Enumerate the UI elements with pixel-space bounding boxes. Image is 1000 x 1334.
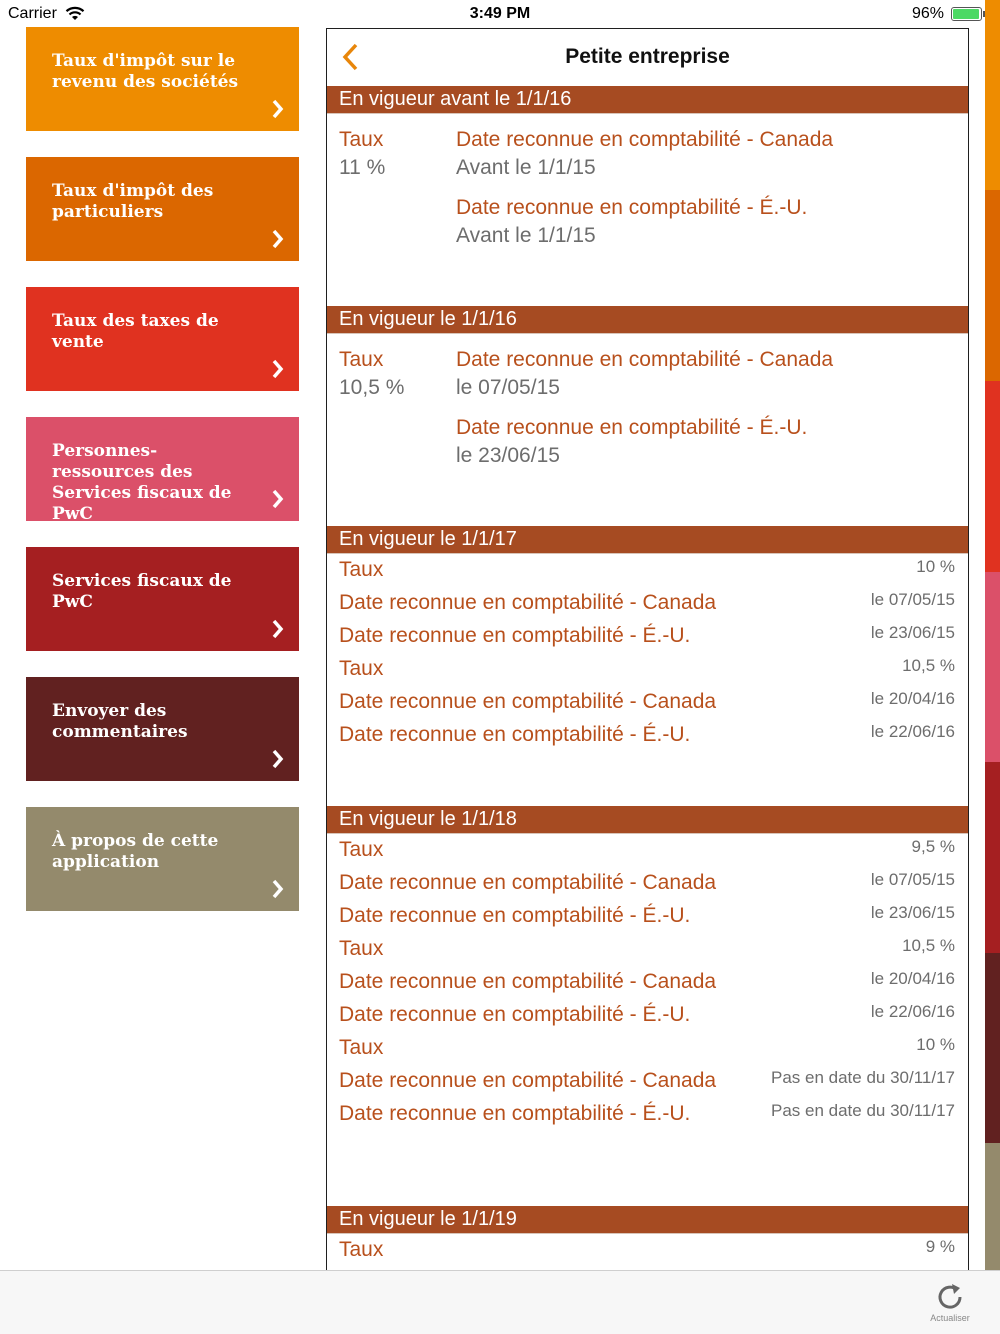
row-value: le 20/04/16 <box>870 689 955 708</box>
status-bar <box>0 0 1000 27</box>
rate-label: Taux <box>339 128 384 151</box>
edge-strip-segment <box>985 953 1000 1143</box>
us-date-value: le 23/06/15 <box>456 444 560 467</box>
section-body <box>327 114 968 306</box>
chevron-right-icon <box>269 745 287 773</box>
battery-icon <box>951 7 982 21</box>
row-label: Date reconnue en comptabilité - Canada <box>339 690 717 713</box>
menu-item-label: Taux d'impôt des particuliers <box>52 181 214 222</box>
chevron-right-icon <box>269 875 287 903</box>
canada-date-value: Avant le 1/1/15 <box>456 156 596 179</box>
edge-strip-segment <box>985 190 1000 381</box>
clock: 3:49 PM <box>469 5 531 22</box>
menu-item-label: À propos de cette application <box>52 831 219 872</box>
us-date-value: Avant le 1/1/15 <box>456 224 596 247</box>
edge-strip-segment <box>985 572 1000 762</box>
table-row <box>327 1066 968 1099</box>
refresh-icon <box>935 1281 965 1311</box>
row-value: le 07/05/15 <box>870 870 955 889</box>
row-label: Date reconnue en comptabilité - Canada <box>339 970 717 993</box>
row-label: Date reconnue en comptabilité - Canada <box>339 871 717 894</box>
row-value: 10,5 % <box>902 656 955 675</box>
section-header: En vigueur avant le 1/1/16 <box>327 86 968 114</box>
menu-item-label: Services fiscaux de PwC <box>52 571 232 612</box>
menu-item-label: Taux des taxes de vente <box>52 311 219 352</box>
us-date-label: Date reconnue en comptabilité - É.-U. <box>456 416 808 439</box>
row-value: Pas en date du 30/11/17 <box>770 1101 955 1120</box>
section-header: En vigueur le 1/1/18 <box>327 806 968 834</box>
rate-value: 10,5 % <box>339 376 405 399</box>
row-label: Date reconnue en comptabilité - É.-U. <box>339 624 691 647</box>
section-header: En vigueur le 1/1/19 <box>327 1206 968 1234</box>
table-row <box>327 687 968 720</box>
row-label: Taux <box>339 838 384 861</box>
row-value: 9,5 % <box>911 837 955 856</box>
menu-sales-tax[interactable] <box>26 287 299 391</box>
row-label: Date reconnue en comptabilité - É.-U. <box>339 1003 691 1026</box>
row-value: le 07/05/15 <box>870 590 955 609</box>
row-value: le 22/06/16 <box>870 722 955 741</box>
edge-strip-segment <box>985 0 1000 190</box>
battery-percent: 96% <box>911 5 944 22</box>
row-label: Taux <box>339 1238 384 1261</box>
refresh-label: Actualiser <box>930 1313 970 1323</box>
canada-date-label: Date reconnue en comptabilité - Canada <box>456 348 834 371</box>
row-value: Pas en date du 30/11/17 <box>770 1068 955 1087</box>
row-label: Date reconnue en comptabilité - É.-U. <box>339 904 691 927</box>
table-row <box>327 1000 968 1033</box>
row-label: Taux <box>339 558 384 581</box>
page-title: Petite entreprise <box>565 45 730 68</box>
menu-personal-tax[interactable] <box>26 157 299 261</box>
row-value: 9 % <box>925 1237 955 1256</box>
row-value: le 22/06/16 <box>870 1002 955 1021</box>
table-row <box>327 621 968 654</box>
row-value: 10,5 % <box>902 936 955 955</box>
row-label: Taux <box>339 1036 384 1059</box>
row-label: Taux <box>339 657 384 680</box>
chevron-right-icon <box>269 615 287 643</box>
canada-date-label: Date reconnue en comptabilité - Canada <box>456 128 834 151</box>
row-value: le 23/06/15 <box>870 903 955 922</box>
row-label: Date reconnue en comptabilité - Canada <box>339 1069 717 1092</box>
table-row <box>327 588 968 621</box>
edge-strip-segment <box>985 762 1000 953</box>
table-row <box>327 835 968 868</box>
detail-panel[interactable] <box>326 28 969 1270</box>
canada-date-value: le 07/05/15 <box>456 376 560 399</box>
menu-item-label: Envoyer des commentaires <box>52 701 188 742</box>
section-body <box>327 554 968 806</box>
edge-strip-segment <box>985 381 1000 572</box>
section-header: En vigueur le 1/1/17 <box>327 526 968 554</box>
chevron-right-icon <box>269 485 287 513</box>
rate-label: Taux <box>339 348 384 371</box>
section-body <box>327 334 968 526</box>
section-body <box>327 834 968 1206</box>
table-row <box>327 654 968 687</box>
table-row <box>327 967 968 1000</box>
section-body <box>327 1234 968 1268</box>
nav-bar <box>327 29 968 86</box>
us-date-label: Date reconnue en comptabilité - É.-U. <box>456 196 808 219</box>
row-value: le 20/04/16 <box>870 969 955 988</box>
table-row <box>327 720 968 753</box>
row-value: le 23/06/15 <box>870 623 955 642</box>
menu-feedback[interactable] <box>26 677 299 781</box>
chevron-right-icon <box>269 225 287 253</box>
chevron-right-icon <box>269 95 287 123</box>
table-row <box>327 1235 968 1268</box>
row-value: 10 % <box>916 557 955 576</box>
menu-item-label: Personnes-ressources des Services fiscaux de PwC <box>52 441 232 521</box>
row-label: Date reconnue en comptabilité - É.-U. <box>339 723 691 746</box>
table-row <box>327 868 968 901</box>
bottom-toolbar <box>0 1270 1000 1334</box>
row-label: Taux <box>339 937 384 960</box>
menu-about[interactable] <box>26 807 299 911</box>
table-row <box>327 934 968 967</box>
menu-contacts[interactable] <box>26 417 299 521</box>
refresh-button[interactable] <box>930 1281 970 1329</box>
menu-item-label: Taux d'impôt sur le revenu des sociétés <box>52 51 239 92</box>
rate-value: 11 % <box>339 156 386 179</box>
menu-tax-services[interactable] <box>26 547 299 651</box>
row-label: Date reconnue en comptabilité - É.-U. <box>339 1102 691 1125</box>
chevron-right-icon <box>269 355 287 383</box>
table-row <box>327 1099 968 1132</box>
menu-corporate-tax[interactable] <box>26 27 299 131</box>
table-row <box>327 901 968 934</box>
edge-strip-segment <box>985 1143 1000 1270</box>
row-label: Date reconnue en comptabilité - Canada <box>339 591 717 614</box>
table-row <box>327 555 968 588</box>
section-header: En vigueur le 1/1/16 <box>327 306 968 334</box>
table-row <box>327 1033 968 1066</box>
carrier-label: Carrier <box>8 5 57 22</box>
row-value: 10 % <box>916 1035 955 1054</box>
